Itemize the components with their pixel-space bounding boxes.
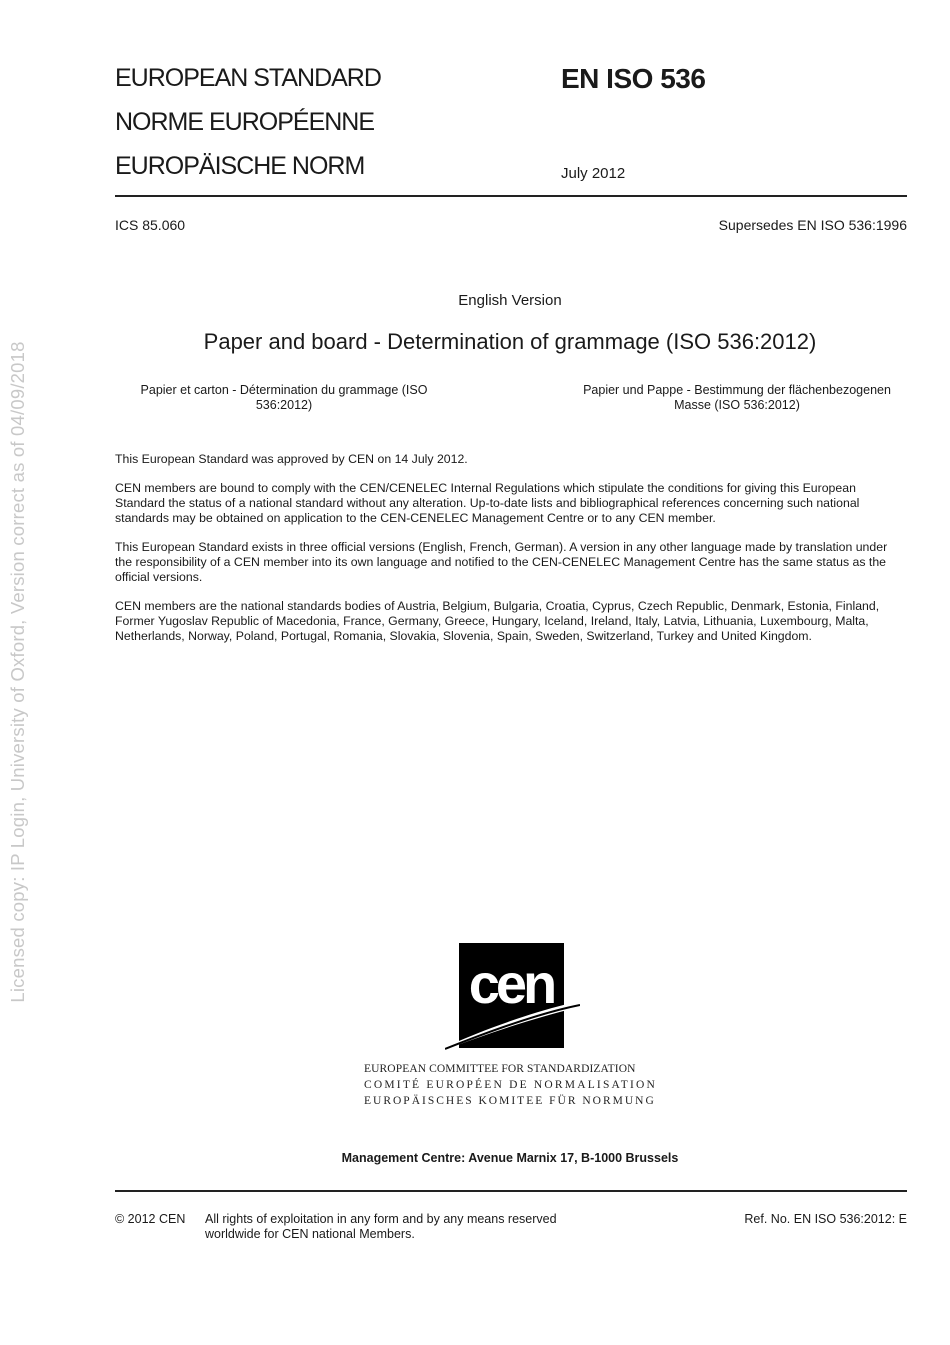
title-french: NORME EUROPÉENNE — [115, 108, 375, 136]
language-version: English Version — [458, 292, 562, 309]
versions-paragraph: This European Standard exists in three official versions (English, French, German). A version in any other language made by translation under the responsibility of a CEN member into its own language and notified to the CEN-CENELEC Management Centre has the same status as the official versions. — [115, 540, 888, 584]
title-german: EUROPÄISCHE NORM — [115, 152, 365, 180]
header-divider — [115, 195, 907, 197]
committee-german: EUROPÄISCHES KOMITEE FÜR NORMUNG — [364, 1095, 656, 1107]
compliance-paragraph: CEN members are bound to comply with the CEN/CENELEC Internal Regulations which stipulate the conditions for giving this European Standard the status of a national standard without any alteration. Up-to-date lists and bibliographical references concerning such national standards may be obtained on application to the CEN-CENELEC Management Centre or to any CEN member. — [115, 481, 860, 525]
footer-divider — [115, 1190, 907, 1192]
members-paragraph: CEN members are the national standards bodies of Austria, Belgium, Bulgaria, Croatia, Cyprus, Czech Republic, Denmark, Estonia, Finland, Former Yugoslav Republic of Macedonia, France, Germany, Greece, Hungary, Iceland, Ireland, Italy, Latvia, Lithuania, Luxembourg, Malta, Netherlands, Norway, Poland, Portugal, Romania, Slovakia, Slovenia, Spain, Sweden, Switzerland, Turkey and United Kingdom. — [115, 599, 880, 643]
copyright-notice: © 2012 CEN — [115, 1212, 186, 1226]
rights-statement: All rights of exploitation in any form and by any means reserved worldwide for CEN national Members. — [205, 1212, 557, 1241]
management-centre-address: Management Centre: Avenue Marnix 17, B-1000 Brussels — [341, 1151, 679, 1165]
publication-date: July 2012 — [561, 165, 626, 182]
cen-logo-icon — [445, 943, 580, 1050]
committee-english: EUROPEAN COMMITTEE FOR STANDARDIZATION — [364, 1063, 636, 1075]
approval-paragraph: This European Standard was approved by CEN on 14 July 2012. — [115, 452, 468, 466]
logo-text: cen — [468, 952, 554, 1015]
document-title: Paper and board - Determination of grammage (ISO 536:2012) — [203, 329, 817, 354]
ics-code: ICS 85.060 — [115, 217, 186, 233]
standard-number: EN ISO 536 — [561, 63, 706, 94]
license-watermark: Licensed copy: IP Login, University of Oxford, Version correct as of 04/09/2018 — [7, 341, 28, 1003]
reference-number: Ref. No. EN ISO 536:2012: E — [744, 1212, 907, 1226]
title-english: EUROPEAN STANDARD — [115, 64, 381, 92]
supersedes-note: Supersedes EN ISO 536:1996 — [718, 217, 907, 233]
french-title: Papier et carton - Détermination du grammage (ISO 536:2012) — [140, 383, 428, 412]
german-title: Papier und Pappe - Bestimmung der flächenbezogenen Masse (ISO 536:2012) — [583, 383, 891, 412]
committee-french: COMITÉ EUROPÉEN DE NORMALISATION — [364, 1079, 658, 1091]
